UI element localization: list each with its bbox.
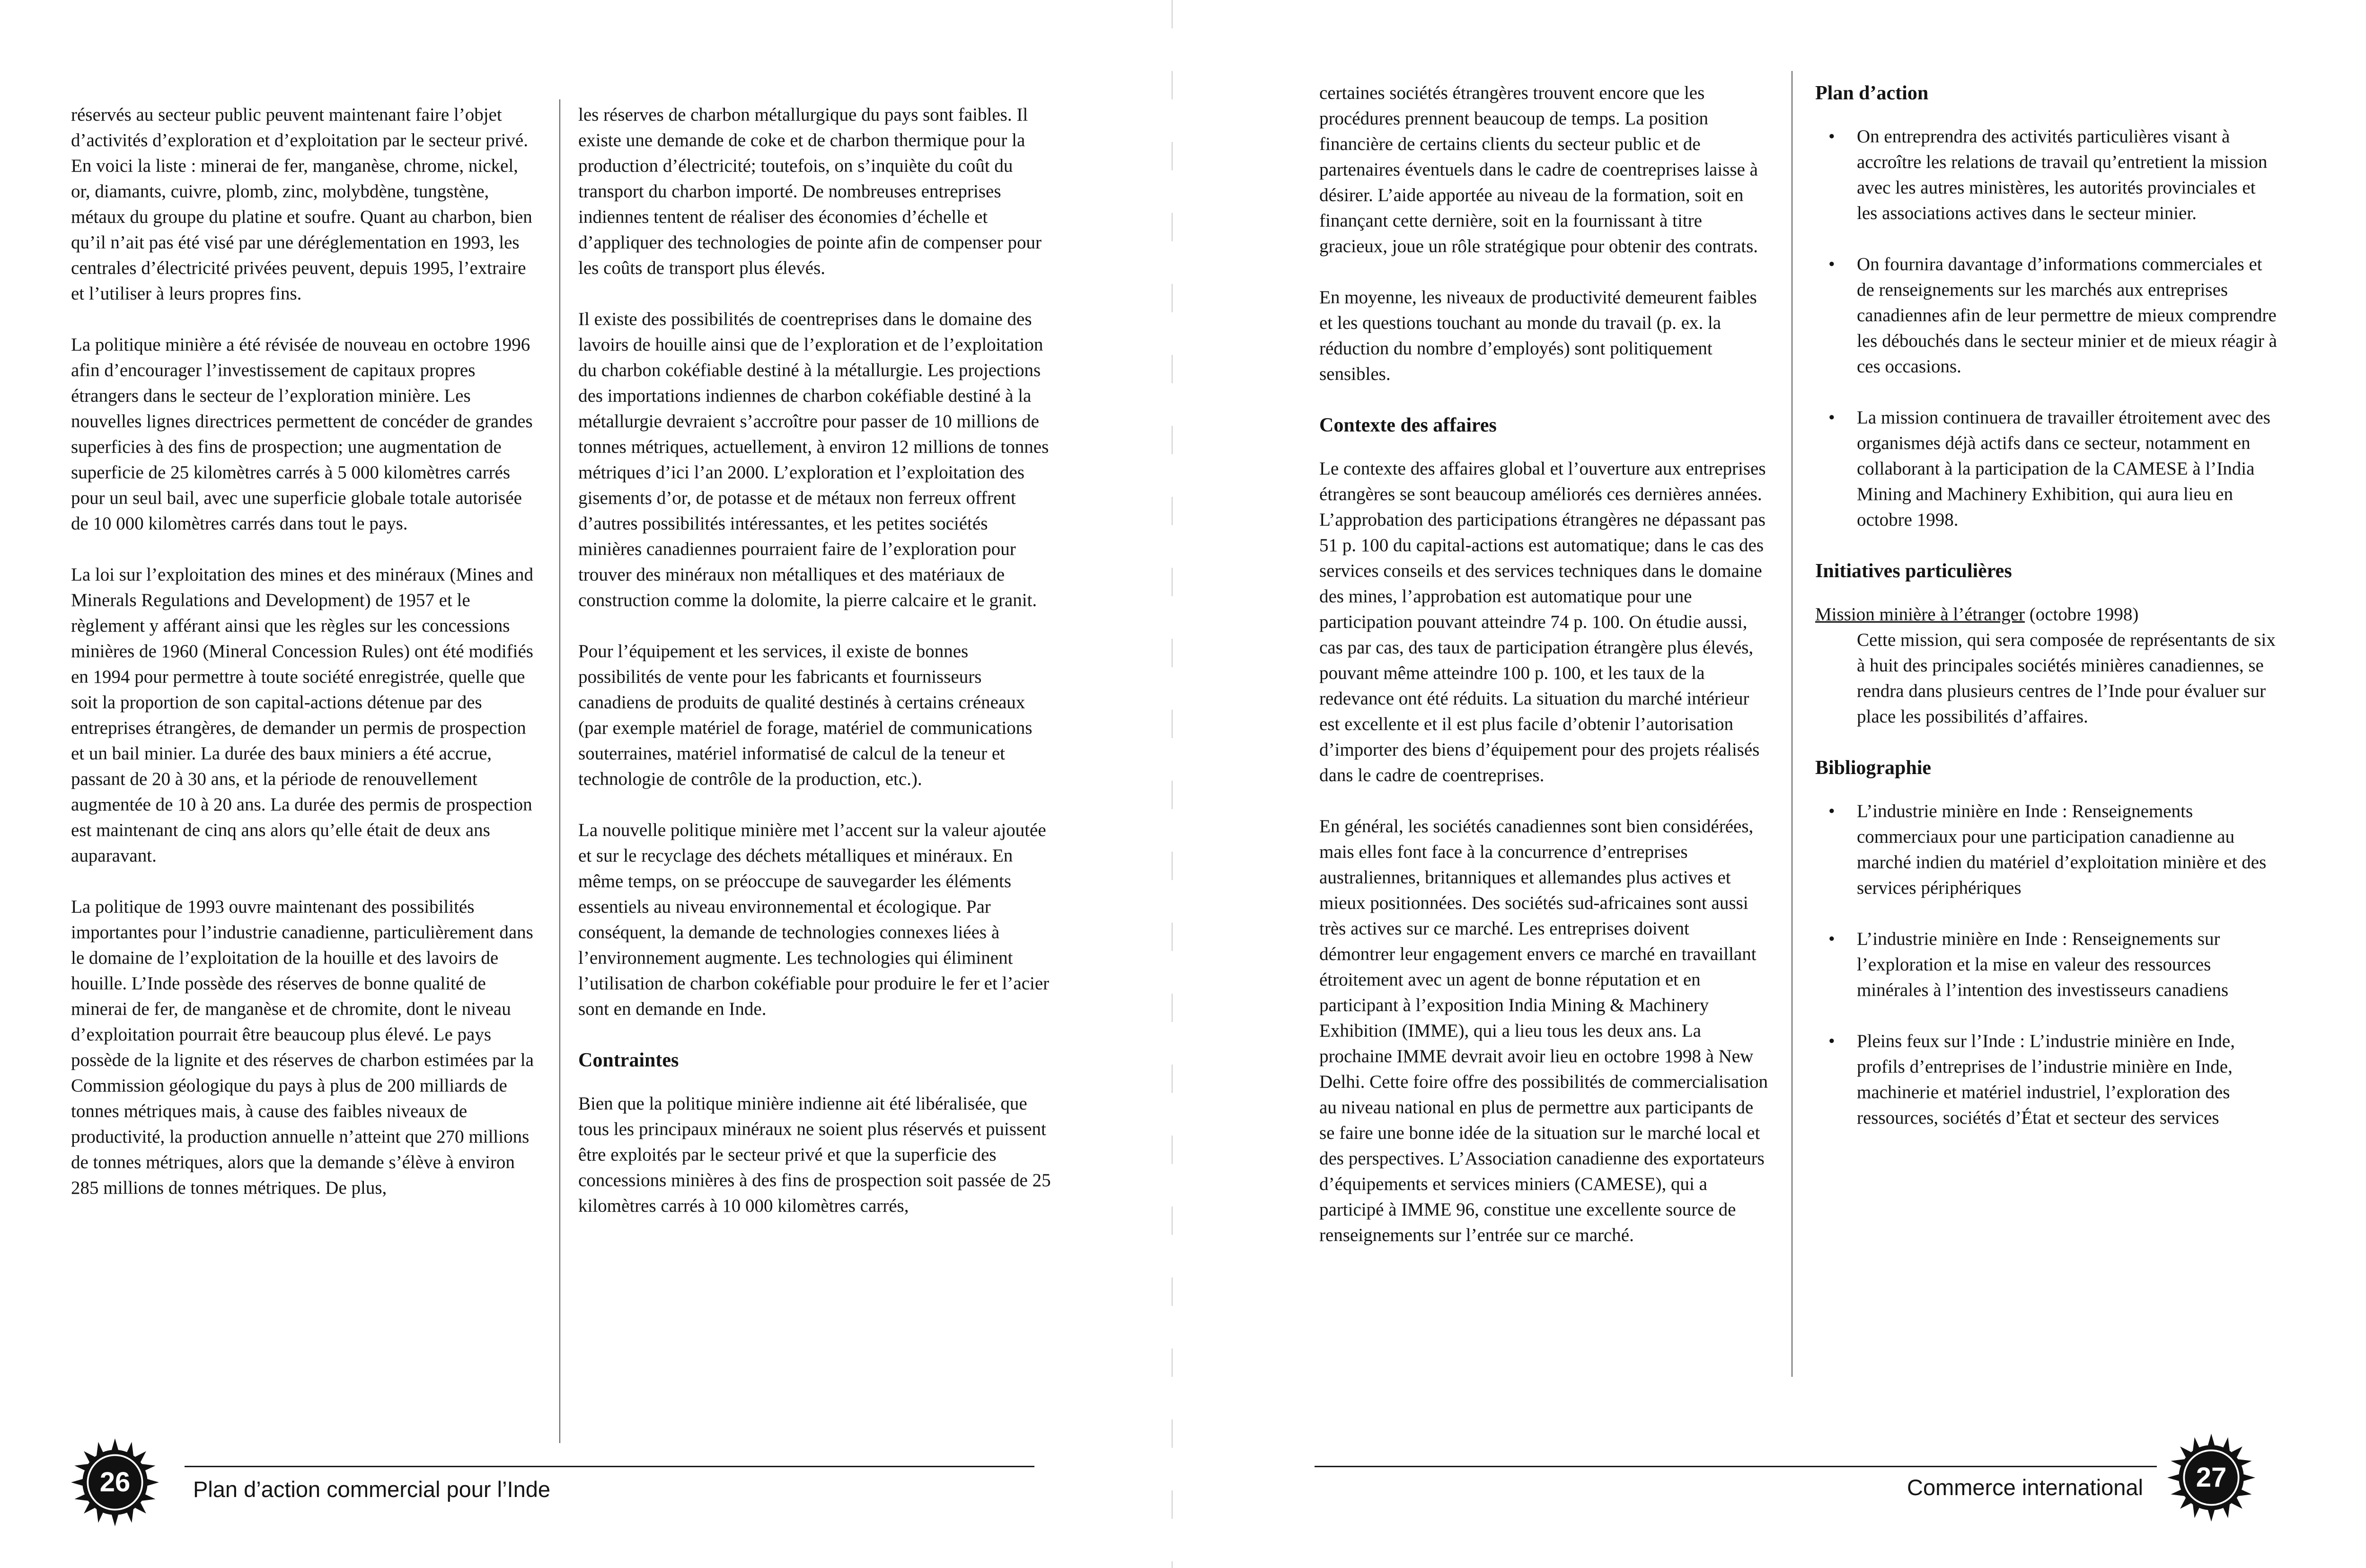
section-heading-initiatives: Initiatives particulières	[1815, 560, 2012, 582]
mission-title: Mission minière à l’étranger	[1815, 604, 2025, 625]
plan-list	[1815, 124, 2279, 533]
page-number: 27	[2196, 1462, 2227, 1493]
section-heading-contraintes: Contraintes	[578, 1049, 679, 1071]
column-divider	[559, 99, 560, 1443]
paragraph: réservés au secteur public peuvent maintenant faire l’objet d’activités d’exploration et d’exploitation par le secteur privé. En voici la liste : minerai de fer, manganèse, chrome, nickel, or, diamants, cuivre, plomb, zinc, molybdène, tungstène, métaux du groupe du platine et soufre. Quant au charbon, bien qu’il n’ait pas été visé par une déréglementation en 1993, les centrales d’électricité privées peuvent, depuis 1995, l’extraire et l’utiliser à leurs propres fins.	[71, 105, 532, 304]
paragraph: Pour l’équipement et les services, il existe de bonnes possibilités de vente pour les fabricants et fournisseurs canadiens de produits de qualité destinés à certains créneaux (par exemple matériel de forage, matériel de communications souterraines, matériel informatisé de calcul de la teneur et technologie de contrôle de la production, etc.).	[578, 641, 1033, 789]
footer-title: Commerce international	[1907, 1475, 2143, 1500]
paragraph: Il existe des possibilités de coentreprises dans le domaine des lavoirs de houille ainsi que de l’exploration et de l’exploitation du charbon cokéfiable destiné à la métallurgie. Les projections des importations indiennes de charbon cokéfiable destiné à la métallurgie devraient s’accroître pour passer de 10 millions de tonnes métriques, actuellement, à environ 12 millions de tonnes métriques d’ici l’an 2000. L’exploration et l’exploitation des gisements d’or, de potasse et de métaux non ferreux offrent d’autres possibilités intéressantes, et les petites sociétés minières canadiennes pourraient faire de l’exploration pour trouver des minéraux non métalliques et des matériaux de construction comme la dolomite, la pierre calcaire et le granit.	[578, 309, 1049, 610]
paragraph: La politique de 1993 ouvre maintenant des possibilités importantes pour l’industrie canadienne, particulièrement dans le domaine de l’exploitation de la houille et des lavoirs de houille. L’Inde possède des réserves de bonne qualité de minerai de fer, de manganèse et de chromite, dont le niveau d’exploitation pourrait être beaucoup plus élevé. Le pays possède de la lignite et des réserves de charbon estimées par la Commission géologique du pays à plus de 200 milliards de tonnes métriques mais, à cause des faibles niveaux de productivité, la production annuelle n’atteint que 270 millions de tonnes métriques, alors que la demande s’élève à environ 285 millions de tonnes métriques. De plus,	[71, 897, 534, 1198]
list-item: • L’industrie minière en Inde : Renseignements sur l’exploration et la mise en valeur des ressources minérales à l’intention des investisseurs canadiens	[1815, 926, 2279, 1003]
footer-rule	[1315, 1466, 2157, 1467]
list-item: • L’industrie minière en Inde : Renseignements commerciaux pour une participation canadienne au marché indien du matériel d’exploitation minière et des services périphériques	[1815, 799, 2279, 901]
list-item: • La mission continuera de travailler étroitement avec des organismes déjà actifs dans ce secteur, notamment en collaborant à la participation de la CAMESE à l’India Mining and Machinery Exhibition, qui aura lieu en octobre 1998.	[1815, 405, 2279, 533]
right-column-1	[1319, 80, 1769, 1248]
paragraph: La nouvelle politique minière met l’accent sur la valeur ajoutée et sur le recyclage des déchets métalliques et minéraux. En même temps, on se préoccupe de sauvegarder les éléments essentiels au niveau environnemental et écologique. Par conséquent, la demande de technologies connexes liées à l’environnement augmente. Les technologies qui éliminent l’utilisation de charbon cokéfiable pour produire le fer et l’acier sont en demande en Inde.	[578, 820, 1050, 1019]
list-item: • On fournira davantage d’informations commerciales et de renseignements sur les marchés aux entreprises canadiennes afin de leur permettre de mieux comprendre les débouchés dans le secteur minier et de mieux réagir à ces occasions.	[1815, 252, 2279, 379]
footer-title: Plan d’action commercial pour l’Inde	[193, 1477, 550, 1502]
paragraph: certaines sociétés étrangères trouvent encore que les procédures prennent beaucoup de temps. La position financière de certains clients du secteur public et de partenaires éventuels dans le cadre de coentreprises laisse à désirer. L’aide apportée au niveau de la formation, soit en finançant cette dernière, soit en la fournissant à titre gracieux, joue un rôle stratégique pour obtenir des contrats.	[1319, 83, 1758, 256]
mission-entry	[1815, 602, 2279, 730]
paragraph: La politique minière a été révisée de nouveau en octobre 1996 afin d’encourager l’investissement de capitaux propres étrangers dans le secteur de l’exploration minière. Les nouvelles lignes directrices permettent de concéder de grandes superficies à des fins de prospection; une augmentation de superficie de 25 kilomètres carrés à 5 000 kilomètres carrés pour un seul bail, avec une superficie globale totale autorisée de 10 000 kilomètres carrés dans tout le pays.	[71, 335, 533, 534]
section-heading-bibliographie: Bibliographie	[1815, 757, 1932, 779]
right-column-2	[1815, 80, 2279, 1156]
list-item: • On entreprendra des activités particulières visant à accroître les relations de travail qu’entretient la mission avec les autres ministères, les autorités provinciales et les associations actives dans le secteur minier.	[1815, 124, 2279, 226]
paragraph: La loi sur l’exploitation des mines et des minéraux (Mines and Minerals Regulations and Development) de 1957 et le règlement y afférant ainsi que les règles sur les concessions minières de 1960 (Mineral Concession Rules) ont été modifiés en 1994 pour permettre à toute société enregistrée, quelle que soit la proportion de son capital-actions détenue par des entreprises étrangères, de demander un permis de prospection et un bail minier. La durée des baux miniers a été accrue, passant de 20 à 30 ans, et la période de renouvellement augmentée de 10 à 20 ans. La durée des permis de prospection est maintenant de cinq ans alors qu’elle était de deux ans auparavant.	[71, 564, 533, 866]
paragraph: En général, les sociétés canadiennes sont bien considérées, mais elles font face à la concurrence d’entreprises australiennes, britanniques et allemandes plus actives et mieux positionnées. Des sociétés sud-africaines sont aussi très actives sur ce marché. Les entreprises doivent démontrer leur engagement envers ce marché en travaillant étroitement avec un agent de bonne réputation et en participant à l’exposition India Mining & Machinery Exhibition (IMME), qui a lieu tous les deux ans. La prochaine IMME devrait avoir lieu en octobre 1998 à New Delhi. Cette foire offre des possibilités de commercialisation au niveau national en plus de permettre aux participants de se faire une bonne idée de la situation sur le marché local et des perspectives. L’Association canadienne des exportateurs d’équipements et services miniers (CAMESE), qui a participé à IMME 96, constitue une excellente source de renseignements sur l’entrée sur ce marché.	[1319, 816, 1768, 1245]
section-heading-plan: Plan d’action	[1815, 82, 1929, 104]
footer-rule	[185, 1466, 1034, 1467]
mission-date: (octobre 1998)	[2024, 604, 2139, 625]
paragraph: les réserves de charbon métallurgique du pays sont faibles. Il existe une demande de coke et de charbon thermique pour la production d’électricité; toutefois, on s’inquiète du coût du transport du charbon importé. De nombreuses entreprises indiennes tentent de réaliser des économies d’échelle et d’appliquer des technologies de pointe afin de compenser pour les coûts de transport plus élevés.	[578, 105, 1042, 278]
bibliography-list	[1815, 799, 2279, 1131]
center-fold	[1172, 0, 1173, 1568]
left-column-2	[578, 102, 1051, 1219]
page-number: 26	[99, 1467, 131, 1498]
mission-title-line	[1815, 602, 2279, 627]
section-heading-contexte: Contexte des affaires	[1319, 414, 1497, 436]
paragraph: En moyenne, les niveaux de productivité demeurent faibles et les questions touchant au monde du travail (p. ex. la réduction du nombre d’employés) sont politiquement sensibles.	[1319, 287, 1757, 384]
list-item: • Pleins feux sur l’Inde : L’industrie minière en Inde, profils d’entreprises de l’industrie minière en Inde, machinerie et matériel industriel, l’exploration des ressources, sociétés d’État et secteur des services	[1815, 1029, 2279, 1131]
left-column-1	[71, 102, 539, 1201]
paragraph: Le contexte des affaires global et l’ouverture aux entreprises étrangères se sont beaucoup améliorés ces dernières années. L’approbation des participations étrangères ne dépassant pas 51 p. 100 du capital-actions est automatique; dans le cas des services conseils et des services techniques dans le domaine des mines, l’approbation est automatique pour une participation pouvant atteindre 74 p. 100. On étudie aussi, cas par cas, des taux de participation étrangère plus élevés, pouvant même atteindre 100 p. 100, et les taux de la redevance ont été réduits. La situation du marché intérieur est excellente et il est plus facile d’obtenir l’autorisation d’importer des biens d’équipement pour des projets réalisés dans le cadre de coentreprises.	[1319, 458, 1766, 785]
mission-description: Cette mission, qui sera composée de représentants de six à huit des principales sociétés minières canadiennes, se rendra dans plusieurs centres de l’Inde pour évaluer sur place les possibilités d’affaires.	[1857, 630, 2276, 727]
paragraph: Bien que la politique minière indienne ait été libéralisée, que tous les principaux minéraux ne soient plus réservés et puissent être exploités par le secteur privé et que la superficie des concessions minières à des fins de prospection soit passée de 25 kilomètres carrés à 10 000 kilomètres carrés,	[578, 1093, 1051, 1216]
